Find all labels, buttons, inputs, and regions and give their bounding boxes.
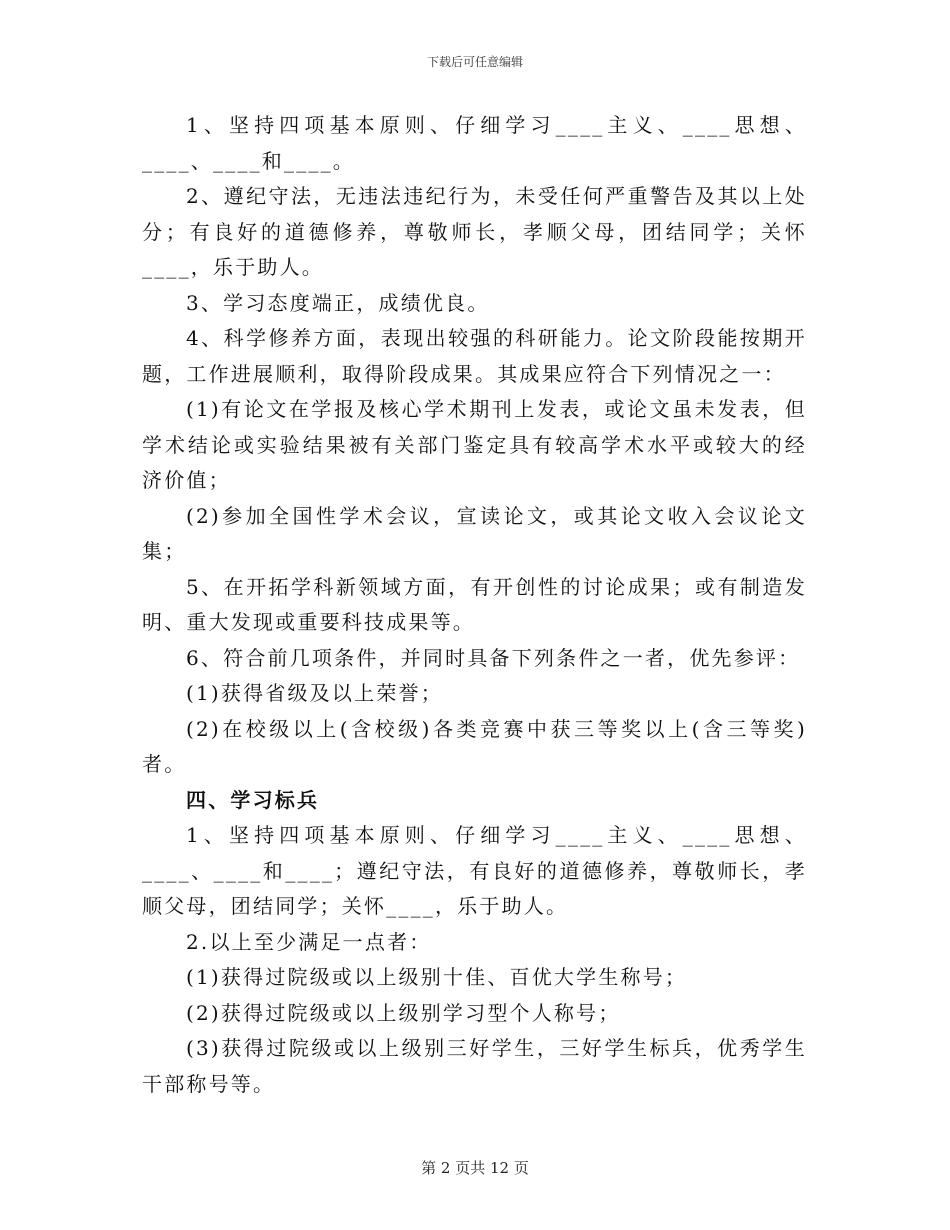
sub-item: (1)获得过院级或以上级别十佳、百优大学生称号； (186, 965, 688, 989)
page-header-note: 下载后可任意编辑 (426, 55, 523, 69)
paragraph: 3、学习态度端正，成绩优良。 (186, 290, 490, 315)
sub-item: (1)获得省级及以上荣誉； (186, 681, 443, 705)
paragraph: 5、在开拓学科新领域方面，有开创性的讨论成果；或有制造发明、重大发现或重要科技成果等。 (142, 574, 807, 634)
paragraph: 1、坚持四项基本原则、仔细学习____主义、____思想、____、____和____；遵纪守法，有良好的道德修养，尊敬师长，孝顺父母，团结同学；关怀____，乐于助人。 (142, 823, 807, 918)
sub-item: (2)获得过院级或以上级别学习型个人称号； (186, 1000, 621, 1025)
sub-item: (2)参加全国性学术会议，宣读论文，或其论文收入会议论文集； (142, 503, 807, 563)
sub-item: (1)有论文在学报及核心学术期刊上发表，或论文虽未发表，但学术结论或实验结果被有关部门鉴定具有较高学术水平或较大的经济价值； (142, 397, 807, 492)
page-footer-number: 第 2 页共 12 页 (421, 1159, 529, 1177)
sub-item: (3)获得过院级或以上级别三好学生，三好学生标兵，优秀学生干部称号等。 (142, 1036, 807, 1096)
paragraph: 2、遵纪守法，无违法违纪行为，未受任何严重警告及其以上处分；有良好的道德修养，尊敬师长，孝顺父母，团结同学；关怀____，乐于助人。 (142, 184, 807, 279)
sub-item: (2)在校级以上(含校级)各类竞赛中获三等奖以上(含三等奖)者。 (142, 716, 807, 776)
paragraph: 1、坚持四项基本原则、仔细学习____主义、____思想、____、____和____。 (142, 113, 807, 173)
document-body (142, 108, 807, 1102)
paragraph: 6、符合前几项条件，并同时具备下列条件之一者，优先参评： (186, 645, 801, 670)
paragraph: 2.以上至少满足一点者： (186, 929, 432, 954)
paragraph: 4、科学修养方面，表现出较强的科研能力。论文阶段能按期开题，工作进展顺利，取得阶段成果。其成果应符合下列情况之一： (142, 326, 807, 386)
section-heading: 四、学习标兵 (186, 787, 320, 812)
